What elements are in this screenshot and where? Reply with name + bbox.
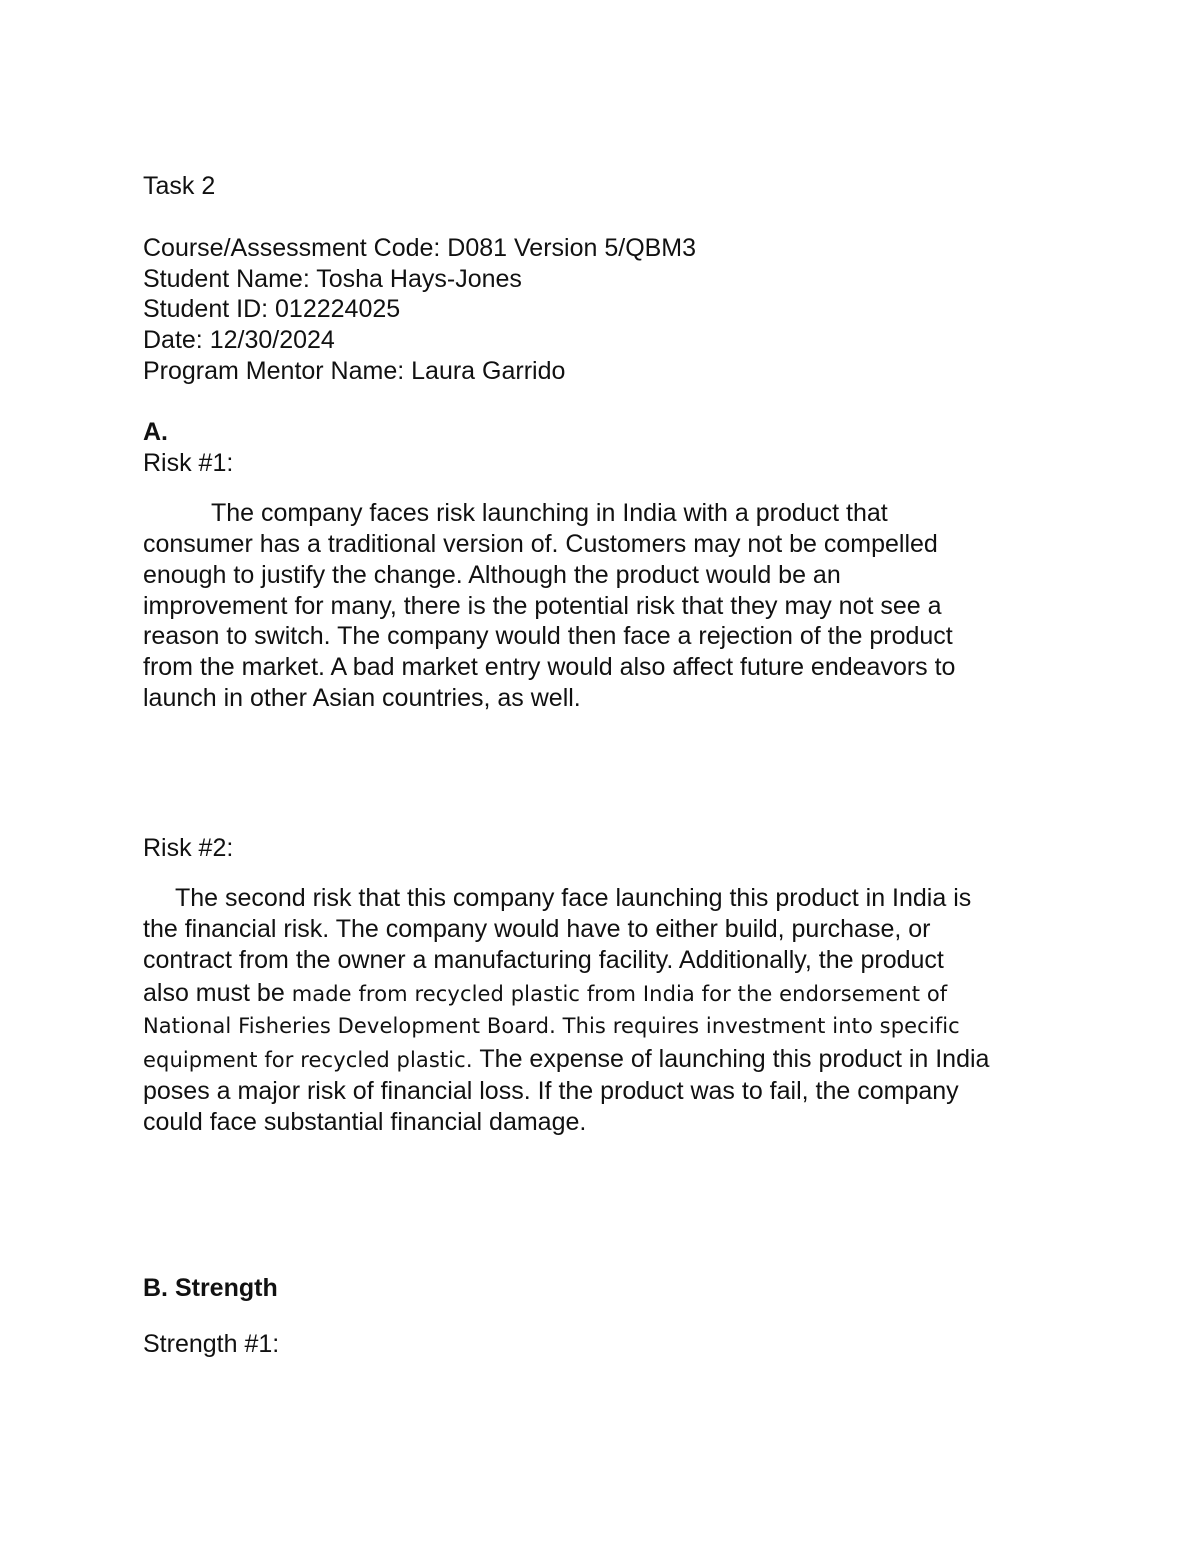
course-code: Course/Assessment Code: D081 Version 5/QBM3 [143,234,697,262]
date: Date: 12/30/2024 [143,326,335,354]
risk-2-line: could face substantial financial damage. [143,1108,587,1136]
risk-2-line-prefix: also must be [143,979,292,1007]
strength-1-label: Strength #1: [143,1330,280,1358]
risk-1-label: Risk #1: [143,449,234,477]
risk-2-line: The second risk that this company face launching this product in India is [175,884,972,912]
risk-2-line [143,978,947,1010]
risk-2-line-rest: The expense of launching this product in India [479,1045,990,1073]
student-name: Student Name: Tosha Hays-Jones [143,265,522,293]
risk-1-line: reason to switch. The company would then face a rejection of the product [143,622,953,650]
program-mentor: Program Mentor Name: Laura Garrido [143,357,566,385]
risk-2-line [143,1044,989,1076]
risk-1-line: improvement for many, there is the potential risk that they may not see a [143,592,942,620]
task-title: Task 2 [143,172,216,200]
risk-2-line-prefix: equipment for recycled plastic. [143,1048,480,1072]
student-id: Student ID: 012224025 [143,295,401,323]
section-a-heading: A. [143,418,168,446]
risk-2-line: National Fisheries Development Board. This requires investment into specific [143,1014,960,1038]
risk-2-line: the financial risk. The company would have to either build, purchase, or [143,915,931,943]
risk-2-label: Risk #2: [143,834,234,862]
risk-2-line: poses a major risk of financial loss. If the product was to fail, the company [143,1077,959,1105]
risk-2-line: contract from the owner a manufacturing facility. Additionally, the product [143,946,944,974]
risk-1-line: from the market. A bad market entry would also affect future endeavors to [143,653,956,681]
risk-1-line: launch in other Asian countries, as well. [143,684,581,712]
risk-1-line: consumer has a traditional version of. Customers may not be compelled [143,530,938,558]
section-b-heading: B. Strength [143,1274,278,1302]
risk-1-line: The company faces risk launching in India with a product that [211,499,888,527]
risk-1-line: enough to justify the change. Although the product would be an [143,561,841,589]
risk-2-line-rest: made from recycled plastic from India for the endorsement of [291,982,948,1006]
